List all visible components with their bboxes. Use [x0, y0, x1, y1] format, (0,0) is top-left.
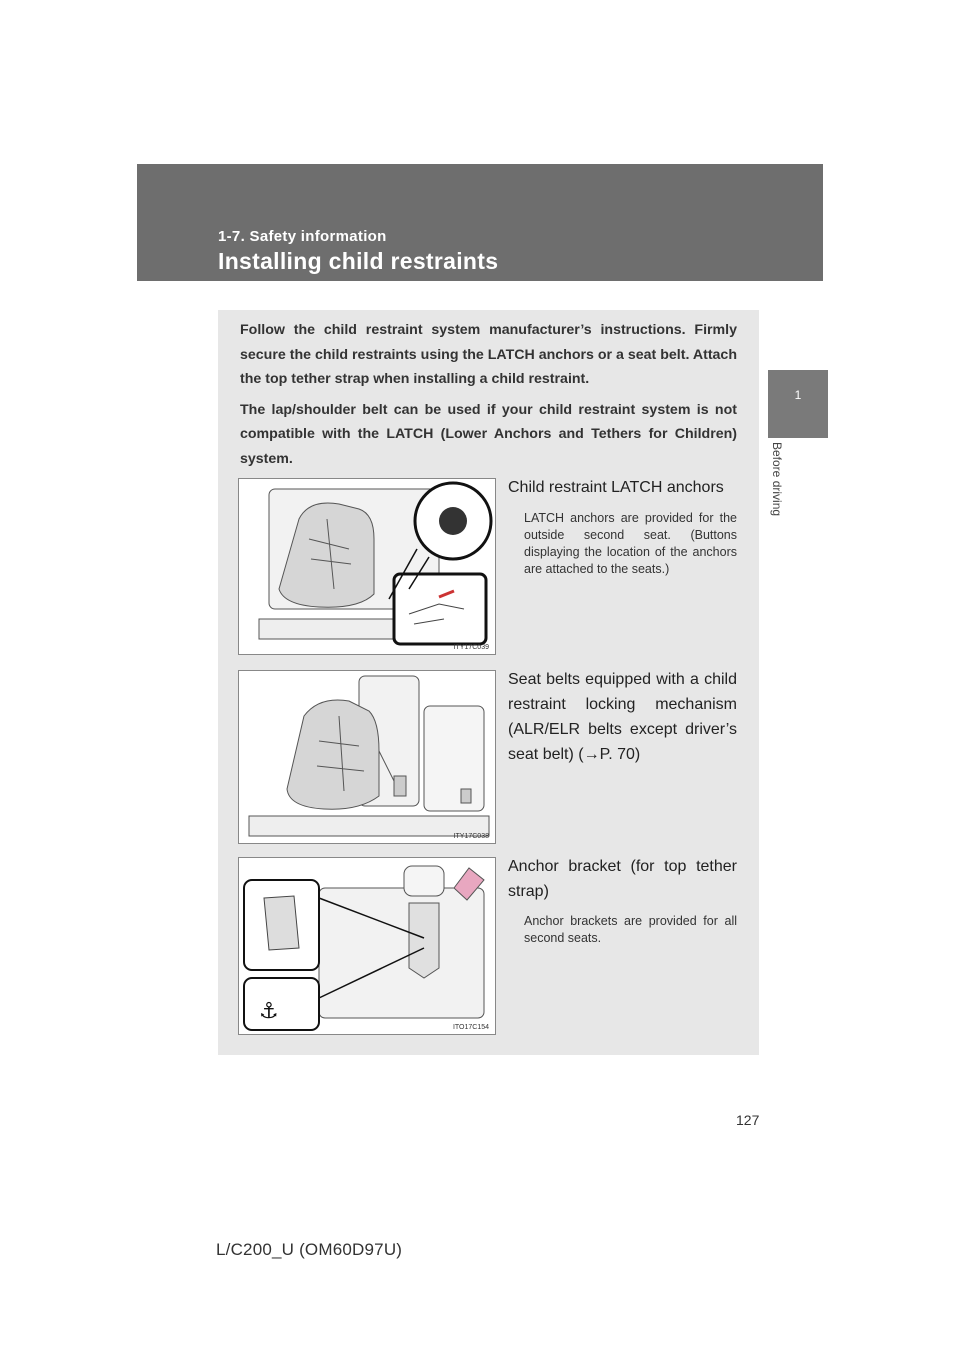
child-seat-belt-illustration	[239, 671, 495, 843]
svg-text:⚓: ⚓	[259, 999, 279, 1024]
seat-belt-figure	[238, 670, 496, 844]
intro-text	[240, 318, 737, 477]
page-number: 127	[736, 1112, 760, 1128]
anchor-bracket-figure	[238, 857, 496, 1035]
figure-code: ITY17C039	[453, 644, 489, 651]
intro-paragraph-1: Follow the child restraint system manufacturer’s instructions. Firmly secure the child restraints using the LATCH anchors or a seat belt. Attach the top tether strap when installing a child restraint.	[240, 322, 737, 387]
page-title: Installing child restraints	[218, 248, 499, 274]
content-box	[218, 310, 759, 1055]
figure-code: ITO17C154	[452, 1024, 489, 1031]
child-seat-latch-illustration	[239, 479, 495, 654]
item-body-anchor-bracket: Anchor brackets are provided for all second seats.	[524, 914, 737, 945]
chapter-label-wrap	[770, 442, 792, 542]
item-heading-anchor-bracket: Anchor bracket (for top tether strap)	[508, 858, 737, 900]
tether-anchor-illustration	[239, 858, 495, 1034]
chapter-tab[interactable]	[768, 370, 828, 438]
latch-anchor-figure	[238, 478, 496, 655]
figure-code: ITY17C038	[453, 833, 489, 840]
document-code: L/C200_U (OM60D97U)	[216, 1240, 403, 1259]
item-heading-latch: Child restraint LATCH anchors	[508, 479, 724, 496]
page-header	[137, 164, 823, 281]
chapter-label: Before driving	[770, 442, 784, 517]
item-heading-seat-belt: Seat belts equipped with a child restraint locking mechanism (ALR/ELR belts except driver’s seat belt) (→P. 70)	[508, 671, 737, 763]
intro-paragraph-2: The lap/shoulder belt can be used if your child restraint system is not compatible with the LATCH (Lower Anchors and Tethers for Children) system.	[240, 401, 737, 467]
section-title: 1-7. Safety information	[218, 228, 387, 245]
chapter-number: 1	[794, 388, 802, 402]
item-body-latch: LATCH anchors are provided for the outside second seat. (Buttons displaying the location of the anchors are attached to the seats.)	[524, 511, 737, 576]
